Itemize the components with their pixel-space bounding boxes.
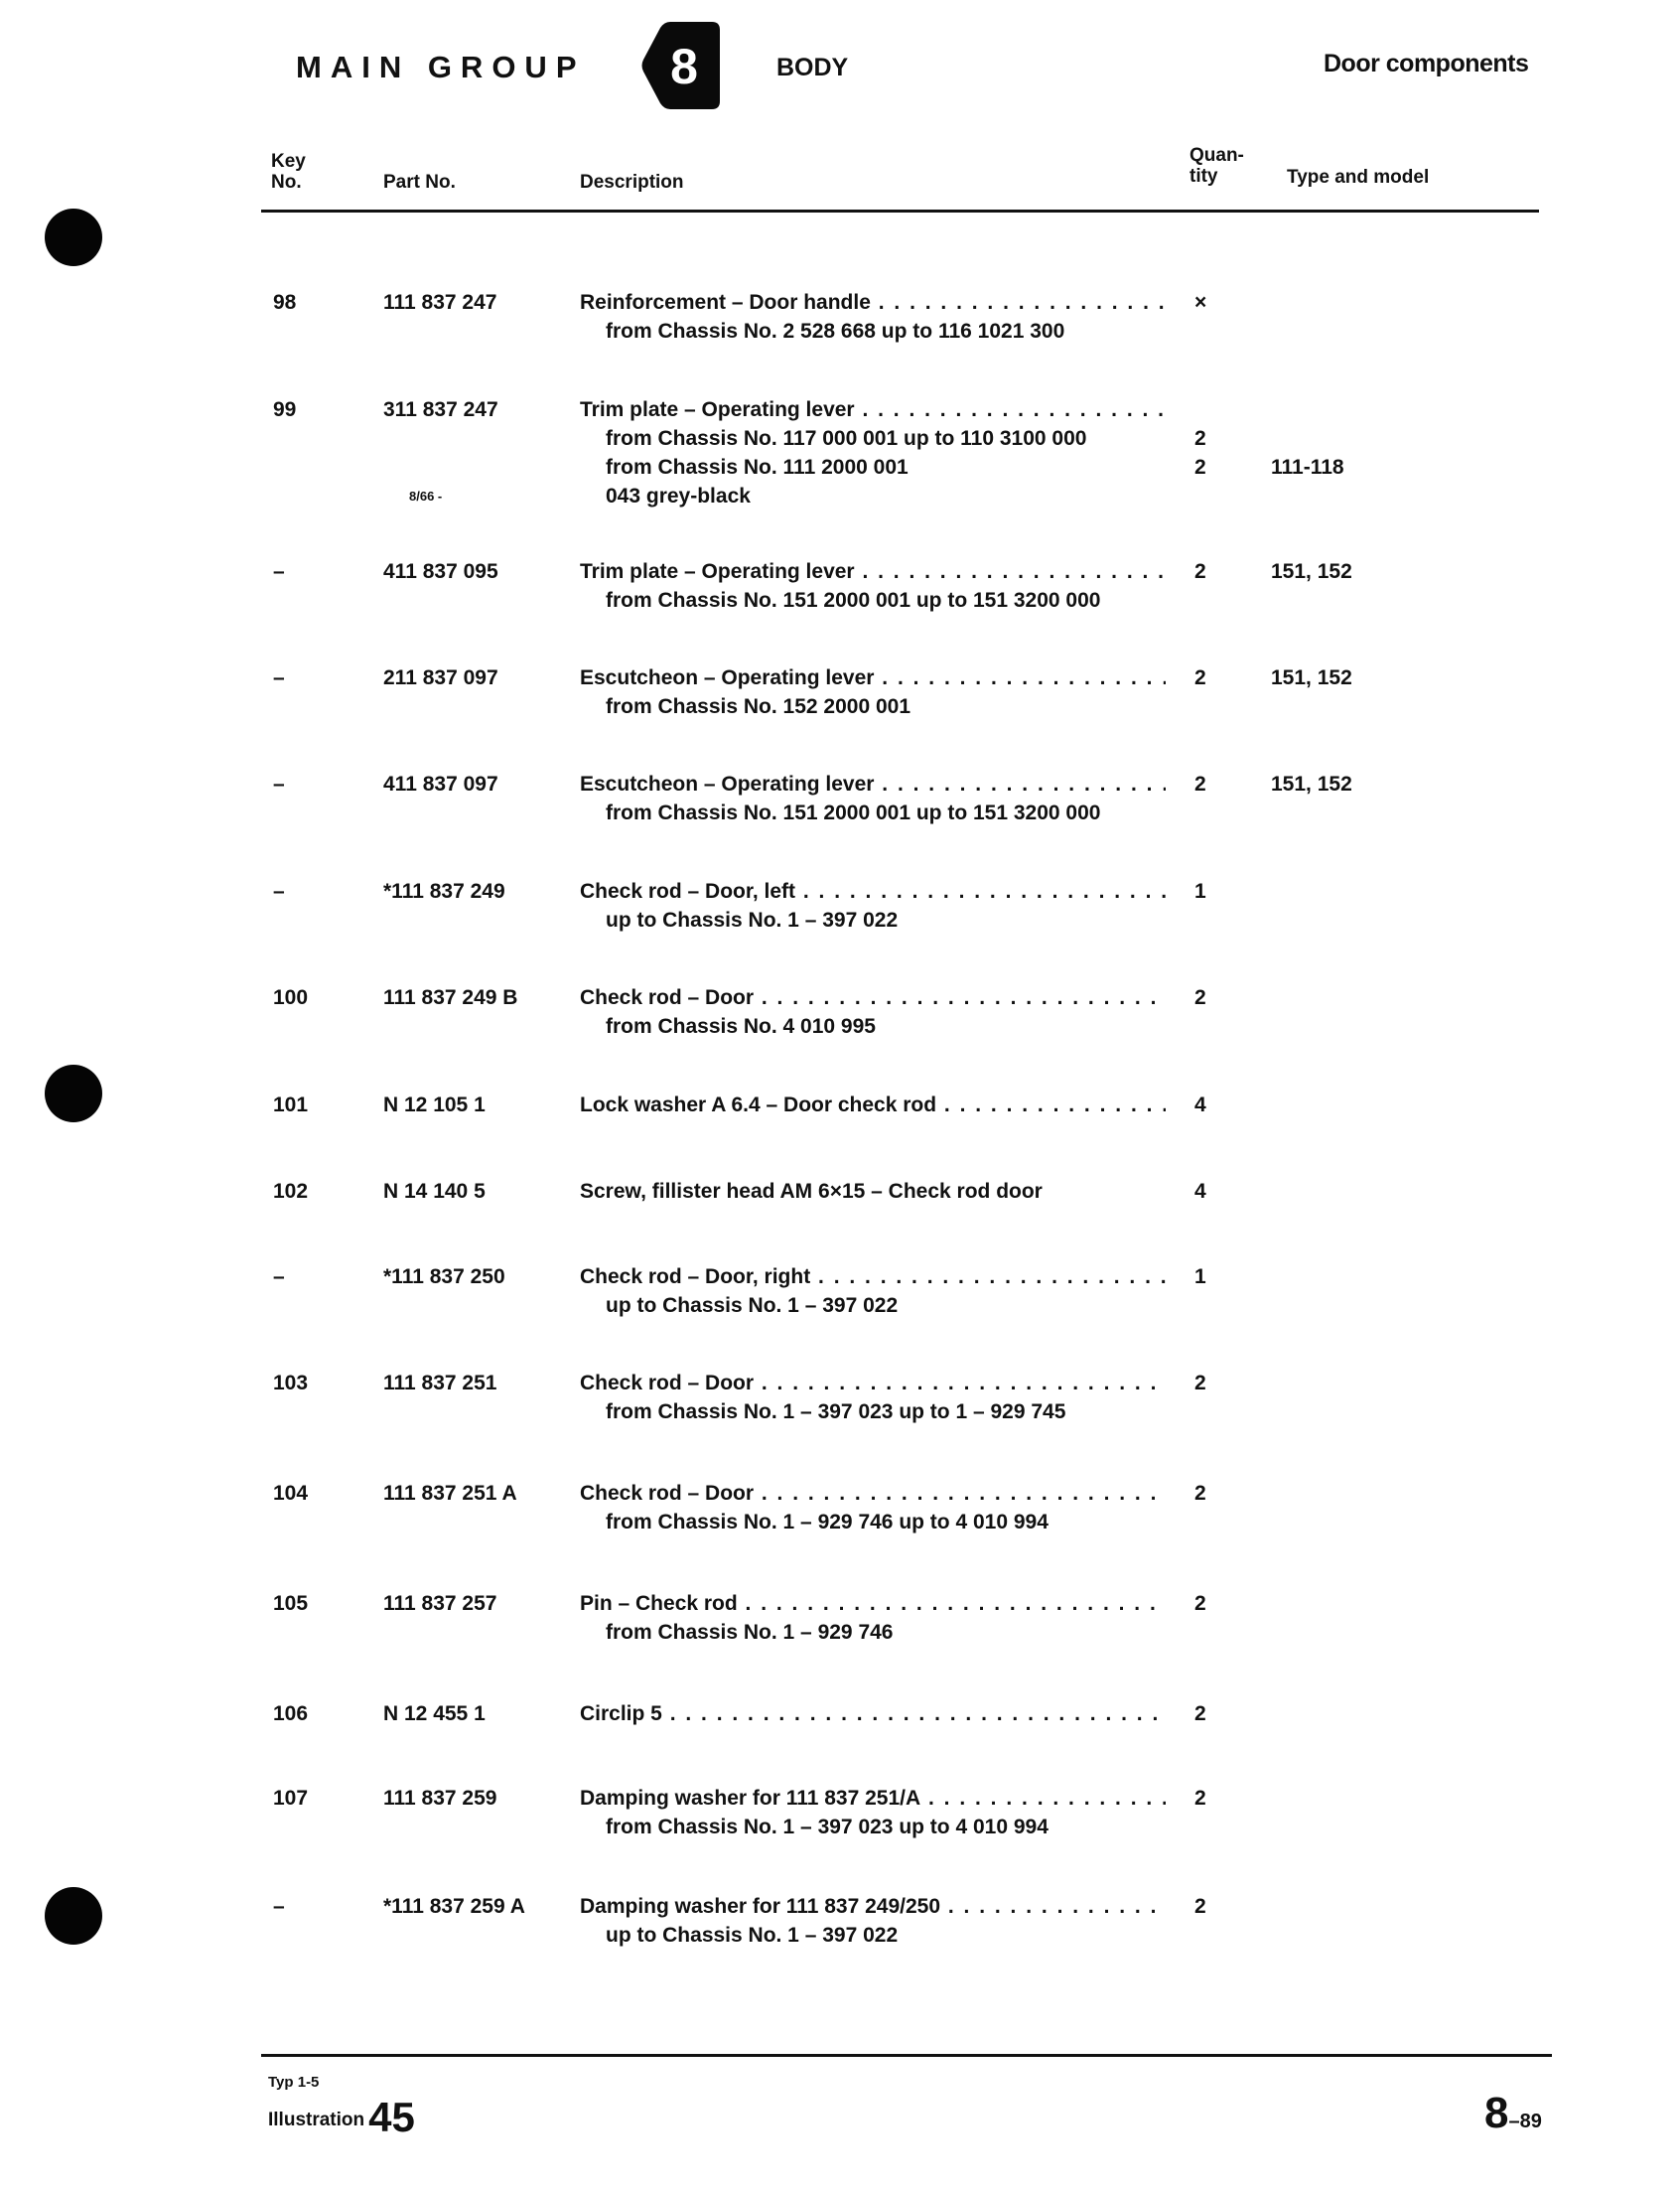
key-number: – [273, 773, 285, 796]
description-title: Screw, fillister head AM 6×15 – Check rod door [580, 1180, 1043, 1203]
type-model-value [1271, 424, 1450, 453]
part-number: 211 837 097 [383, 666, 498, 689]
key-number: 102 [273, 1180, 309, 1203]
description-title: Check rod – Door, right . . . [580, 1262, 1166, 1291]
key-number: – [273, 880, 285, 903]
quantity-value: 2 [1194, 1592, 1206, 1615]
description-detail: from Chassis No. 152 2000 001 [606, 695, 911, 718]
quantity [1194, 877, 1234, 906]
quantity-value: 2 [1194, 773, 1206, 796]
description [580, 663, 1166, 721]
key-number: 99 [273, 398, 297, 421]
quantity [1194, 557, 1234, 586]
description [580, 1177, 1166, 1206]
description-title: Check rod – Door, left . . . [580, 877, 1166, 906]
quantity [1194, 395, 1234, 482]
part-number: 111 837 251 [383, 1372, 497, 1394]
key-number: – [273, 1895, 285, 1918]
description [580, 557, 1166, 615]
quantity-value: 2 [1194, 427, 1206, 450]
part-number-cell [383, 1262, 552, 1291]
description-detail: from Chassis No. 4 010 995 [606, 1015, 876, 1038]
page-number-minor: 89 [1519, 2111, 1542, 2132]
quantity [1194, 1262, 1234, 1291]
description [580, 1699, 1166, 1728]
description-title: Trim plate – Operating lever . . . [580, 395, 1166, 424]
quantity [1194, 983, 1234, 1012]
part-number-cell [383, 1091, 552, 1119]
description-detail: from Chassis No. 2 528 668 up to 116 1021 300 [606, 320, 1065, 343]
key-number: 100 [273, 986, 309, 1009]
description-title: Lock washer A 6.4 – Door check rod . . . [580, 1091, 1166, 1119]
part-number: *111 837 259 A [383, 1895, 525, 1918]
quantity [1194, 1369, 1234, 1397]
part-number-cell [383, 1369, 552, 1397]
quantity [1194, 770, 1234, 799]
description-detail: from Chassis No. 1 – 929 746 up to 4 010 994 [606, 1511, 1049, 1533]
column-header-description: Description [580, 172, 684, 193]
description [580, 770, 1166, 827]
key-number: – [273, 1265, 285, 1288]
quantity [1194, 1784, 1234, 1813]
quantity [1194, 1479, 1234, 1508]
page-number-separator: – [1508, 2111, 1520, 2132]
quantity [1194, 1699, 1234, 1728]
description [580, 877, 1166, 935]
key-number: 101 [273, 1094, 309, 1116]
part-number: 411 837 097 [383, 773, 498, 796]
type-model [1271, 663, 1450, 692]
type-model-value: 111-118 [1271, 456, 1344, 479]
description-title: Damping washer for 111 837 251/A . . . [580, 1784, 1166, 1813]
quantity-value: 2 [1194, 560, 1206, 583]
description-title: Escutcheon – Operating lever . . . [580, 770, 1166, 799]
key-number: – [273, 560, 285, 583]
column-header-quantity-line1: Quan- [1190, 145, 1244, 166]
part-number: *111 837 249 [383, 880, 505, 903]
page-number-major: 8 [1484, 2089, 1509, 2137]
part-number: N 12 105 1 [383, 1094, 486, 1116]
part-number-cell [383, 1177, 552, 1206]
part-number-cell [383, 557, 552, 586]
quantity-value: 2 [1194, 1895, 1206, 1918]
description [580, 1479, 1166, 1536]
part-number: 111 837 259 [383, 1787, 497, 1810]
description [580, 1784, 1166, 1841]
key-number: 105 [273, 1592, 309, 1615]
column-header-key-line1: Key [271, 151, 306, 172]
description-detail: from Chassis No. 111 2000 001 [606, 456, 909, 479]
description-detail: from Chassis No. 151 2000 001 up to 151 3200 000 [606, 589, 1101, 612]
quantity-value: 2 [1194, 1372, 1206, 1394]
part-number: 111 837 247 [383, 291, 497, 314]
part-number: 111 837 249 B [383, 986, 518, 1009]
description-title: Pin – Check rod . . . [580, 1589, 1166, 1618]
description-title: Damping washer for 111 837 249/250 . . . [580, 1892, 1166, 1921]
part-number-cell [383, 1784, 552, 1813]
quantity [1194, 663, 1234, 692]
part-number-cell [383, 877, 552, 906]
part-number-cell [383, 770, 552, 799]
key-number: 106 [273, 1702, 309, 1725]
part-number-cell [383, 395, 552, 511]
quantity-value: 2 [1194, 1787, 1206, 1810]
footer-rule [261, 2054, 1552, 2057]
type-model-value: 151, 152 [1271, 666, 1352, 689]
quantity-value [1194, 395, 1234, 424]
description-detail: from Chassis No. 117 000 001 up to 110 3100 000 [606, 427, 1087, 450]
key-number: 104 [273, 1482, 309, 1505]
description-detail: from Chassis No. 1 – 397 023 up to 4 010 994 [606, 1816, 1049, 1838]
key-number: – [273, 666, 285, 689]
footer-typ: Typ 1-5 [268, 2074, 320, 2091]
part-number-cell [383, 1699, 552, 1728]
section-title: Door components [1324, 50, 1529, 77]
description-title: Circlip 5 . . . [580, 1699, 1166, 1728]
key-number: 98 [273, 291, 297, 314]
type-model-value [1271, 395, 1450, 424]
description [580, 395, 1166, 511]
illustration-number: 45 [368, 2094, 415, 2140]
description-title: Check rod – Door . . . [580, 983, 1166, 1012]
quantity-value: × [1194, 291, 1207, 314]
quantity-value: 2 [1194, 1702, 1206, 1725]
column-header-key-line2: No. [271, 172, 302, 193]
part-number-cell [383, 288, 552, 317]
description-detail: from Chassis No. 1 – 929 746 [606, 1621, 894, 1644]
quantity-value: 2 [1194, 1482, 1206, 1505]
quantity-value: 1 [1194, 880, 1206, 903]
description [580, 1369, 1166, 1426]
quantity [1194, 1091, 1234, 1119]
key-number: 103 [273, 1372, 309, 1394]
illustration-label: Illustration [268, 2110, 365, 2130]
part-number-cell [383, 1479, 552, 1508]
description [580, 983, 1166, 1041]
type-model-value: 151, 152 [1271, 773, 1352, 796]
type-model [1271, 395, 1450, 482]
footer-illustration [268, 2094, 415, 2141]
part-number: *111 837 250 [383, 1265, 505, 1288]
description [580, 1091, 1166, 1119]
column-header-type: Type and model [1287, 167, 1430, 188]
quantity [1194, 1589, 1234, 1618]
part-number: 111 837 251 A [383, 1482, 517, 1505]
part-number: 311 837 247 [383, 398, 498, 421]
part-number: 411 837 095 [383, 560, 498, 583]
group-number: 8 [670, 39, 698, 94]
description-title: Trim plate – Operating lever . . . [580, 557, 1166, 586]
quantity-value: 2 [1194, 986, 1206, 1009]
quantity-value: 1 [1194, 1265, 1206, 1288]
description-detail: up to Chassis No. 1 – 397 022 [606, 1294, 899, 1317]
quantity-value: 2 [1194, 456, 1206, 479]
description [580, 1262, 1166, 1320]
quantity [1194, 1177, 1234, 1206]
description-title: Check rod – Door . . . [580, 1479, 1166, 1508]
type-model [1271, 770, 1450, 799]
description [580, 1892, 1166, 1950]
description [580, 1589, 1166, 1647]
quantity-value: 4 [1194, 1180, 1206, 1203]
column-header-quantity-line2: tity [1190, 166, 1218, 187]
part-number: N 14 140 5 [383, 1180, 486, 1203]
description-detail: up to Chassis No. 1 – 397 022 [606, 909, 899, 932]
description-title: Check rod – Door . . . [580, 1369, 1166, 1397]
part-number-cell [383, 663, 552, 692]
part-number-cell [383, 1589, 552, 1618]
part-number: 111 837 257 [383, 1592, 497, 1615]
part-date-note: 8/66 - [409, 489, 443, 504]
type-model-value: 151, 152 [1271, 560, 1352, 583]
part-number-cell [383, 1892, 552, 1921]
column-header-part: Part No. [383, 172, 456, 193]
main-group-label: MAIN GROUP [296, 50, 586, 84]
key-number: 107 [273, 1787, 309, 1810]
description-detail: up to Chassis No. 1 – 397 022 [606, 1924, 899, 1947]
group-name: BODY [776, 54, 849, 81]
part-number-cell [383, 983, 552, 1012]
type-model [1271, 557, 1450, 586]
description-title: Reinforcement – Door handle . . . [580, 288, 1166, 317]
part-number: N 12 455 1 [383, 1702, 486, 1725]
description-title: Escutcheon – Operating lever . . . [580, 663, 1166, 692]
description [580, 288, 1166, 346]
quantity [1194, 288, 1234, 317]
description-detail: from Chassis No. 1 – 397 023 up to 1 – 929 745 [606, 1400, 1066, 1423]
quantity-value: 2 [1194, 666, 1206, 689]
description-detail: 043 grey-black [606, 485, 751, 508]
quantity-value: 4 [1194, 1094, 1206, 1116]
page-number [1484, 2089, 1542, 2138]
description-detail: from Chassis No. 151 2000 001 up to 151 3200 000 [606, 802, 1101, 824]
quantity [1194, 1892, 1234, 1921]
